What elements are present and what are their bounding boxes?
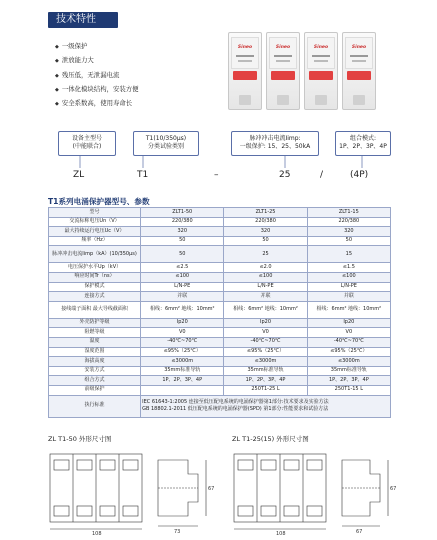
dimension-label: 73 <box>174 529 181 535</box>
brand-logo: Sineo <box>351 45 367 50</box>
code-part-class: T1 <box>137 170 149 180</box>
section-header-tag: 技术特性 <box>48 12 118 28</box>
feature-item: ◆ 泄放能力大 <box>55 54 139 68</box>
feature-item: ◆ 一级保护 <box>55 40 139 54</box>
code-box-series: 设备主型号 (中能联合) <box>58 131 116 156</box>
dimension-label: 67 <box>208 486 215 492</box>
table-row: 组合方式 1P、2P、3P、4P 1P、2P、3P、4P 1P、2P、3P、4P <box>49 376 391 386</box>
table-row: 频率（Hz） 50 50 50 <box>49 236 391 246</box>
code-part-poles: (4P) <box>350 170 369 180</box>
code-part-slash: / <box>320 170 324 180</box>
table-row: 电压保护水平Up（kV） ≤2.5 ≤2.0 ≤1.5 <box>49 263 391 273</box>
code-part-dash: – <box>214 170 219 180</box>
standard-line: GB 18802.1-2011 低压配电系统的电涌保护器(SPD) 第1部分:性能要求和试验方法 <box>142 406 329 412</box>
table-row: 湿度范围 ≤95%（25℃） ≤95%（25℃） ≤95%（25℃） <box>49 347 391 357</box>
standard-line: IEC 61643-1:2005 连接至低压配电系统的电涌保护器第1部分:技术要求及实验方法 <box>142 399 329 405</box>
table-row: 响应时间Tr（ns） ≤100 ≤100 ≤100 <box>49 272 391 282</box>
feature-item: ◆ 一体化模块结构，安装方便 <box>55 83 139 97</box>
table-row: 外壳防护等级 Ip20 Ip20 Ip20 <box>49 318 391 328</box>
table-row: 脉冲冲击电流Iimp（kA）(10/350μs) 50 25 15 <box>49 246 391 263</box>
table-row: 接线端子面积 最大导线截面积 相线：6mm² 地线：10mm² 相线：6mm² 地线：10mm² 相线：6mm² 地线：10mm² <box>49 301 391 318</box>
brand-logo: Sineo <box>275 45 291 50</box>
feature-item: ◆ 残压低，无泄漏电流 <box>55 69 139 83</box>
brand-logo: Sineo <box>237 45 253 50</box>
code-box-class: T1(10/350μs) 分类试验类别 <box>133 131 199 156</box>
dimension-label: 108 <box>276 531 286 536</box>
table-row: 交流标称电压Un（V） 220/380 220/380 220/380 <box>49 217 391 227</box>
table-row: 连接方式 并联 并联 并联 <box>49 292 391 302</box>
table-row-standard: 执行标准 IEC 61643-1:2005 连接至低压配电系统的电涌保护器第1部分:技术要求及实验方法 GB 18802.1-2011 低压配电系统的电涌保护器(SPD) 第1部分:性能要求和试验方法 <box>49 395 391 417</box>
dimension-drawing-50 <box>48 446 220 536</box>
table-header-row: 型号 ZLT1-50 ZLT1-25 ZLT1-15 <box>49 208 391 218</box>
brand-logo: Sineo <box>313 45 329 50</box>
table-row: 保护模式 L/N-PE L/N-PE L/N-PE <box>49 282 391 292</box>
feature-item: ◆ 安全系数高，使用寿命长 <box>55 97 139 111</box>
table-row: 海拔高度 ≤3000m ≤3000m ≤3000m <box>49 357 391 367</box>
dimension-drawing-25 <box>232 446 404 536</box>
table-row: 阻燃等级 V0 V0 V0 <box>49 328 391 338</box>
code-part-impulse: 25 <box>279 170 291 180</box>
table-row: 前级保护 250T1-25 L 250T1-15 L <box>49 385 391 395</box>
code-box-impulse: 脉冲冲击电流Iimp: 一级保护: 15、25、50kA <box>231 131 319 156</box>
drawing-caption: ZL T1-25(15) 外形尺寸图 <box>232 435 309 443</box>
dimension-label: 67 <box>390 486 397 492</box>
code-part-series: ZL <box>73 170 85 180</box>
drawing-caption: ZL T1-50 外形尺寸图 <box>48 435 112 443</box>
dimension-label: 67 <box>356 529 363 535</box>
table-row: 最大持续运行电压Uc（V） 320 320 320 <box>49 227 391 237</box>
code-box-poles: 组合模式: 1P、2P、3P、4P <box>335 131 391 156</box>
table-row: 温度 -40℃~70℃ -40℃~70℃ -40℃~70℃ <box>49 337 391 347</box>
table-row: 安装方式 35mm标准导轨 35mm标准导轨 35mm标准导轨 <box>49 366 391 376</box>
dimension-label: 108 <box>92 531 102 536</box>
spec-table <box>48 207 391 418</box>
spec-section-title: T1系列电涌保护器型号、参数 <box>48 197 150 206</box>
